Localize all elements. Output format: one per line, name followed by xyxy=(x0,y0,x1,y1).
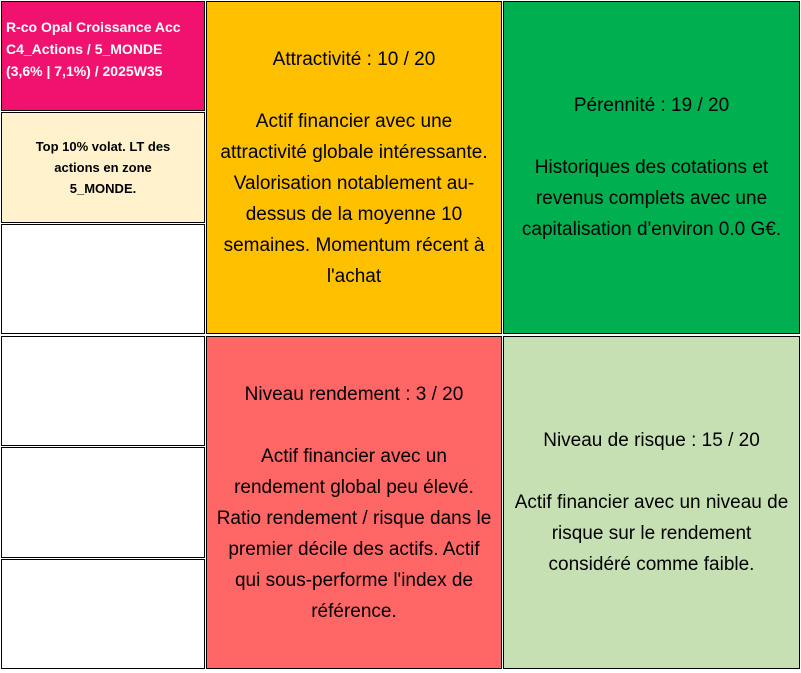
empty-cell-2 xyxy=(1,336,205,446)
rendement-title: Niveau rendement : 3 / 20 xyxy=(244,383,464,405)
risque-text: Actif financier avec un niveau de risque sur le rendement considéré comme faible. xyxy=(514,492,789,575)
fund-stats: (3,6% | 7,1%) / 2025W35 xyxy=(6,63,163,79)
fund-header xyxy=(1,1,205,111)
attractivite-text: Actif financier avec une attractivité globale intéressante. Valorisation notablement au- dessus de la moyenne 10 semaines. Momentum récent à l'achat xyxy=(220,110,488,287)
fund-name: R-co Opal Croissance Acc xyxy=(6,19,181,35)
risque-title: Niveau de risque : 15 / 20 xyxy=(543,430,760,451)
rendement-text: Actif financier avec un rendement global peu élevé. Ratio rendement / risque dans le premier décile des actifs. Actif qui sous-performe l'index de référence. xyxy=(216,445,492,622)
card-rendement xyxy=(206,336,502,669)
volatility-note-text: Top 10% volat. LT des actions en zone 5_MONDE. xyxy=(35,139,171,196)
fund-category: C4_Actions / 5_MONDE xyxy=(6,41,163,57)
card-attractivite xyxy=(206,1,502,334)
empty-cell-4 xyxy=(1,559,205,669)
card-perennite xyxy=(503,1,800,334)
perennite-title: Pérennité : 19 / 20 xyxy=(573,95,730,116)
attractivite-title: Attractivité : 10 / 20 xyxy=(272,48,436,70)
perennite-text: Historiques des cotations et revenus complets avec une capitalisation d'environ 0.0 G€. xyxy=(521,157,782,240)
volatility-note xyxy=(1,112,205,223)
empty-cell-3 xyxy=(1,447,205,558)
empty-cell-1 xyxy=(1,224,205,334)
card-risque xyxy=(503,336,800,669)
